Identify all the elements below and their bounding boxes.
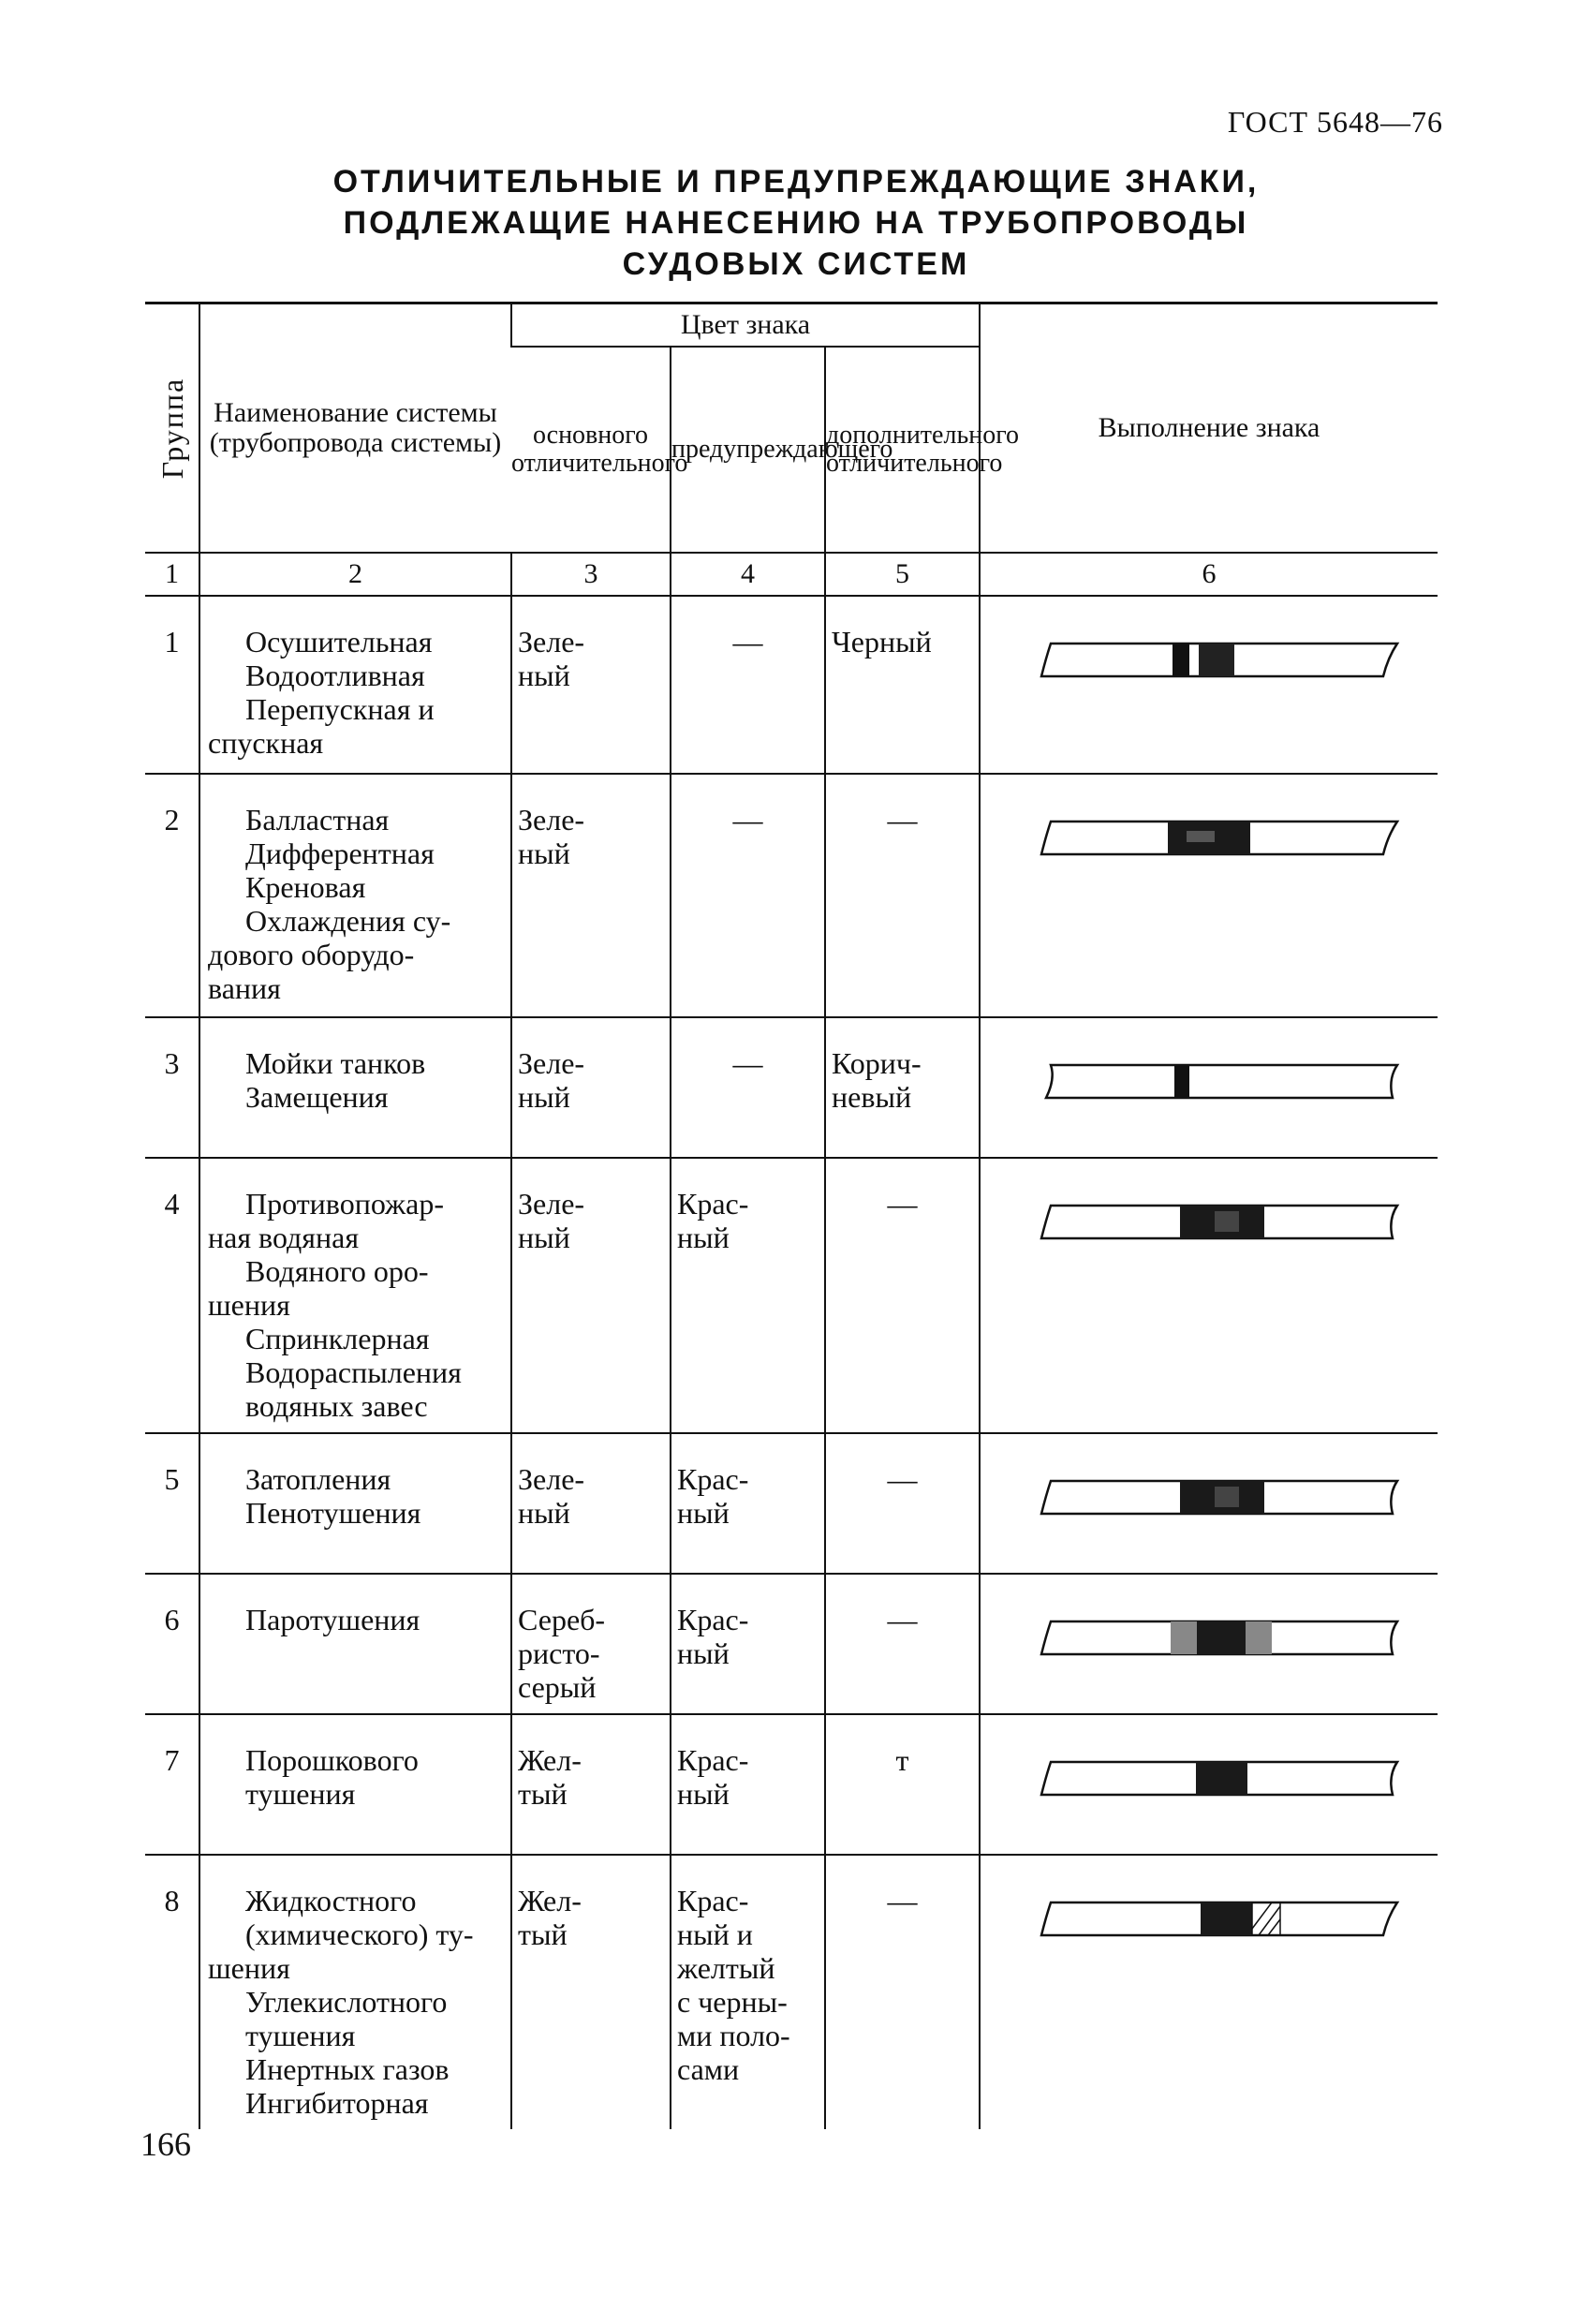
warning-color: — bbox=[671, 1017, 825, 1158]
system-name-line: Паротушения bbox=[245, 1603, 420, 1636]
pipe-sign-drawing bbox=[1032, 634, 1407, 687]
system-name bbox=[199, 1855, 511, 2129]
extra-color: — bbox=[825, 1433, 980, 1574]
main-color bbox=[511, 1855, 671, 2129]
system-name-line: (химического) ту- bbox=[245, 1917, 474, 1951]
cell-line: Зеле- bbox=[518, 803, 585, 836]
signs-table bbox=[145, 302, 1438, 2129]
cell-line: Зеле- bbox=[518, 1462, 585, 1496]
extra-color bbox=[825, 596, 980, 774]
cell-line: желтый bbox=[677, 1951, 775, 1985]
cell-line: ный bbox=[677, 1777, 730, 1811]
extra-color bbox=[825, 1017, 980, 1158]
system-name bbox=[199, 1017, 511, 1158]
extra-color: — bbox=[825, 1855, 980, 2129]
warning-color: — bbox=[671, 596, 825, 774]
main-color bbox=[511, 1433, 671, 1574]
cell-line: ный bbox=[677, 1221, 730, 1254]
cell-line: с черны- bbox=[677, 1985, 788, 2019]
warning-color bbox=[671, 1574, 825, 1714]
sign-execution bbox=[980, 1158, 1438, 1433]
table-row bbox=[145, 1017, 1438, 1158]
extra-color: — bbox=[825, 774, 980, 1017]
table-row bbox=[145, 596, 1438, 774]
system-name-line: Осушительная bbox=[245, 625, 433, 659]
extra-color: — bbox=[825, 1574, 980, 1714]
cell-line: Зеле- bbox=[518, 1187, 585, 1221]
group-number: 6 bbox=[145, 1574, 199, 1714]
system-name-line: водяных завес bbox=[245, 1389, 428, 1423]
group-number: 7 bbox=[145, 1714, 199, 1855]
extra-color: — bbox=[825, 1158, 980, 1433]
page-title bbox=[281, 161, 1311, 285]
main-color bbox=[511, 1714, 671, 1855]
group-number: 2 bbox=[145, 774, 199, 1017]
sign-execution bbox=[980, 1855, 1438, 2129]
cell-line: Зеле- bbox=[518, 1046, 585, 1080]
pipe-sign-drawing bbox=[1032, 1612, 1407, 1665]
system-name bbox=[199, 774, 511, 1017]
column-number: 1 bbox=[145, 553, 199, 596]
pipe-sign-drawing bbox=[1032, 1893, 1407, 1946]
system-name-line: Балластная bbox=[245, 803, 390, 836]
system-name-line: Охлаждения су- bbox=[245, 904, 451, 938]
system-name-line: Дифферентная bbox=[245, 836, 435, 870]
extra-color: т bbox=[825, 1714, 980, 1855]
system-name-line: тушения bbox=[245, 1777, 356, 1811]
main-color bbox=[511, 1017, 671, 1158]
pipe-sign-drawing bbox=[1032, 1056, 1407, 1108]
cell-line: Жел- bbox=[518, 1884, 582, 1917]
system-name-line: Жидкостного bbox=[245, 1884, 417, 1917]
cell-line: ный bbox=[677, 1496, 730, 1530]
main-color bbox=[511, 774, 671, 1017]
column-number: 6 bbox=[980, 553, 1438, 596]
system-name-line: Ингибиторная bbox=[245, 2086, 429, 2120]
page-number: 166 bbox=[140, 2125, 191, 2163]
system-name bbox=[199, 1433, 511, 1574]
main-color bbox=[511, 596, 671, 774]
system-name-line: Пенотушения bbox=[245, 1496, 421, 1530]
pipe-sign-drawing bbox=[1032, 812, 1407, 865]
system-name-line: ная водяная bbox=[208, 1221, 360, 1254]
group-number: 8 bbox=[164, 1884, 180, 1917]
main-color bbox=[511, 1574, 671, 1714]
system-name bbox=[199, 1574, 511, 1714]
table-row bbox=[145, 1714, 1438, 1855]
system-name bbox=[199, 1714, 511, 1855]
group-number: 3 bbox=[145, 1017, 199, 1158]
cell-line: Крас- bbox=[677, 1462, 749, 1496]
warning-color bbox=[671, 1714, 825, 1855]
warning-color bbox=[671, 1433, 825, 1574]
column-number: 2 bbox=[199, 553, 511, 596]
sign-execution bbox=[980, 1017, 1438, 1158]
table-row bbox=[145, 1574, 1438, 1714]
header-sign-color: Цвет знака bbox=[511, 303, 980, 348]
sign-execution bbox=[980, 774, 1438, 1017]
cell-line: ристо- bbox=[518, 1636, 600, 1670]
system-name-line: Углекислотного bbox=[245, 1985, 448, 2019]
header-execution: Выполнение знака bbox=[980, 303, 1438, 554]
cell-line: ный bbox=[518, 1080, 570, 1114]
system-name bbox=[199, 596, 511, 774]
cell-line: ми поло- bbox=[677, 2019, 790, 2052]
cell-line: невый bbox=[832, 1080, 912, 1114]
warning-color: — bbox=[671, 774, 825, 1017]
cell-line: Жел- bbox=[518, 1743, 582, 1777]
system-name-line: Спринклерная bbox=[245, 1322, 430, 1355]
title-line: ОТЛИЧИТЕЛЬНЫЕ И ПРЕДУПРЕЖДАЮЩИЕ ЗНАКИ, bbox=[332, 164, 1260, 200]
cell-line: ный и bbox=[677, 1917, 753, 1951]
header-extra-color: дополнительного отличительного bbox=[825, 347, 980, 553]
system-name-line: Креновая bbox=[245, 870, 366, 904]
cell-line: ный bbox=[518, 659, 570, 692]
cell-line: Крас- bbox=[677, 1187, 749, 1221]
system-name-line: Инертных газов bbox=[245, 2052, 450, 2086]
system-name-line: шения bbox=[208, 1951, 290, 1985]
table-row bbox=[145, 774, 1438, 1017]
table-row bbox=[145, 1433, 1438, 1574]
cell-line: серый bbox=[518, 1670, 597, 1704]
warning-color bbox=[671, 1855, 825, 2129]
cell-line: ный bbox=[518, 1221, 570, 1254]
header-main-color: основного отличительного bbox=[511, 421, 688, 478]
group-number: 5 bbox=[145, 1433, 199, 1574]
cell-line: Корич- bbox=[832, 1046, 922, 1080]
title-line: СУДОВЫХ СИСТЕМ bbox=[622, 246, 970, 282]
column-number: 3 bbox=[511, 553, 671, 596]
cell-line: Крас- bbox=[677, 1603, 749, 1636]
pipe-sign-drawing bbox=[1032, 1196, 1407, 1249]
system-name-line: Мойки танков bbox=[245, 1046, 426, 1080]
cell-line: Крас- bbox=[677, 1884, 749, 1917]
system-name-line: Перепускная и bbox=[245, 692, 435, 726]
sign-execution bbox=[980, 1714, 1438, 1855]
system-name-line: Водораспыления bbox=[245, 1355, 462, 1389]
system-name-line: спускная bbox=[208, 726, 324, 760]
table-row bbox=[145, 1158, 1438, 1433]
cell-line: ный bbox=[518, 836, 570, 870]
cell-line: тый bbox=[518, 1777, 568, 1811]
cell-line: тый bbox=[518, 1917, 568, 1951]
group-number: 1 bbox=[145, 596, 199, 774]
sign-execution bbox=[980, 1574, 1438, 1714]
pipe-sign-drawing bbox=[1032, 1472, 1407, 1524]
standard-number: ГОСТ 5648—76 bbox=[1227, 105, 1443, 139]
system-name-line: тушения bbox=[245, 2019, 356, 2052]
warning-color bbox=[671, 1158, 825, 1433]
system-name bbox=[199, 1158, 511, 1433]
sign-execution bbox=[980, 596, 1438, 774]
header-group: Группа bbox=[145, 303, 199, 554]
column-number: 5 bbox=[825, 553, 980, 596]
title-line: ПОДЛЕЖАЩИЕ НАНЕСЕНИЮ НА ТРУБОПРОВОДЫ bbox=[343, 205, 1249, 241]
sign-execution bbox=[980, 1433, 1438, 1574]
system-name-line: вания bbox=[208, 971, 281, 1005]
header-warning-color: предупреждающего bbox=[671, 347, 825, 553]
table-row bbox=[145, 1855, 1438, 2129]
system-name-line: Противопожар- bbox=[245, 1187, 444, 1221]
system-name-line: Порошкового bbox=[245, 1743, 419, 1777]
cell-line: Черный bbox=[832, 625, 932, 659]
system-name-line: шения bbox=[208, 1288, 290, 1322]
system-name-line: Замещения bbox=[245, 1080, 389, 1114]
cell-line: ный bbox=[677, 1636, 730, 1670]
system-name-line: Водяного оро- bbox=[245, 1254, 429, 1288]
cell-line: Крас- bbox=[677, 1743, 749, 1777]
pipe-sign-drawing bbox=[1032, 1753, 1407, 1805]
cell-line: ный bbox=[518, 1496, 570, 1530]
column-number: 4 bbox=[671, 553, 825, 596]
system-name-line: дового оборудо- bbox=[208, 938, 415, 971]
group-number: 4 bbox=[145, 1158, 199, 1433]
cell-line: сами bbox=[677, 2052, 740, 2086]
cell-line: Сереб- bbox=[518, 1603, 606, 1636]
cell-line: Зеле- bbox=[518, 625, 585, 659]
column-numbers-row bbox=[145, 553, 1438, 596]
system-name-line: Затопления bbox=[245, 1462, 391, 1496]
header-system-name: Наименование системы (трубопровода системы) bbox=[199, 303, 511, 554]
main-color bbox=[511, 1158, 671, 1433]
system-name-line: Водоотливная bbox=[245, 659, 425, 692]
